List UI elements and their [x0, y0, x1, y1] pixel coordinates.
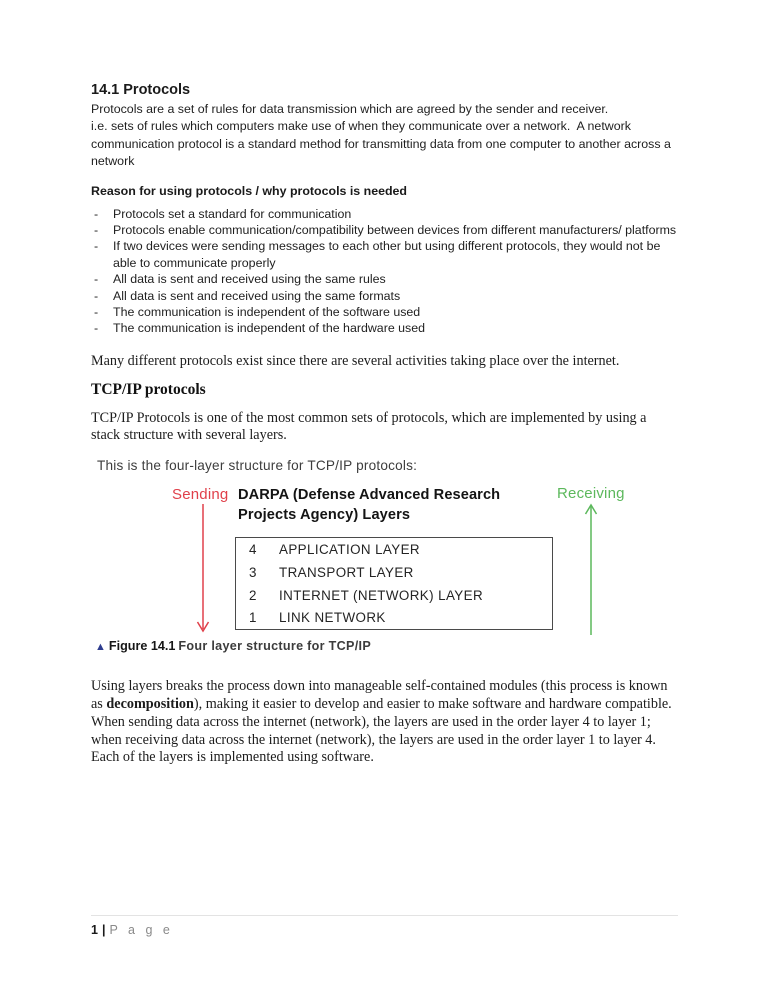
list-item	[91, 304, 678, 320]
list-item	[91, 288, 678, 304]
intro-line-1: Protocols are a set of rules for data transmission which are agreed by the sender and receiver.	[91, 102, 609, 116]
decomposition-term: decomposition	[106, 696, 194, 713]
bullet-marker: -	[94, 272, 99, 287]
layer-number: 3	[249, 564, 257, 580]
caption-text: Four layer structure for TCP/IP	[178, 639, 372, 654]
figure-caption	[95, 639, 678, 653]
intro-paragraph	[91, 101, 678, 171]
bullet-marker: -	[94, 288, 99, 303]
bullet-text: All data is sent and received using the same formats	[113, 288, 401, 303]
layer-name: APPLICATION LAYER	[279, 542, 420, 558]
bullet-text: The communication is independent of the hardware used	[113, 321, 426, 336]
document-content	[91, 82, 678, 767]
darpa-heading: DARPA (Defense Advanced Research Projects Agency) Layers	[238, 487, 501, 523]
layer-name: LINK NETWORK	[279, 610, 386, 626]
sending-label: Sending	[172, 486, 229, 504]
layer-row	[236, 610, 552, 625]
tcpip-heading: TCP/IP protocols	[91, 380, 206, 398]
footer-page-word: P a g e	[109, 923, 174, 937]
list-item	[91, 271, 678, 287]
section-heading: 14.1 Protocols	[91, 82, 191, 98]
tcpip-paragraph: TCP/IP Protocols is one of the most common sets of protocols, which are implemented by using a stack structure with several layers.	[91, 409, 647, 444]
bullet-marker: -	[94, 206, 99, 221]
sending-receiving-paragraph: When sending data across the internet (network), the layers are used in the order layer 4 to layer 1; when receiving data across the internet (network), the layers are used in the order layer 1 to layer 4. Each of the layers is implemented using software.	[91, 713, 656, 766]
bullet-marker: -	[94, 223, 99, 238]
layer-name: INTERNET (NETWORK) LAYER	[279, 587, 484, 603]
bullet-text: If two devices were sending messages to each other but using different protocols, they would not be able to communicate properly	[113, 239, 661, 270]
layer-number: 2	[249, 587, 257, 603]
list-item	[91, 238, 678, 271]
bullet-marker: -	[94, 239, 99, 254]
page-number: 1	[91, 923, 98, 937]
layer-row	[236, 588, 552, 603]
list-item	[91, 222, 678, 238]
intro-continuation: i.e. sets of rules which computers make use of when they communicate over a network. A network communication protocol is a standard method for transmitting data from one computer to another across a network	[91, 119, 675, 169]
layer-name: TRANSPORT LAYER	[279, 564, 414, 580]
caption-label: Figure 14.1	[108, 639, 176, 654]
using-layers-pre: Using layers breaks the process down into manageable self-contained modules (this process is known as	[91, 678, 668, 713]
caption-triangle-icon: ▲	[95, 641, 106, 654]
list-item	[91, 206, 678, 222]
bullet-text: Protocols set a standard for communication	[113, 206, 352, 221]
receiving-up-arrow-icon	[583, 501, 599, 635]
layer-number: 1	[249, 610, 257, 626]
figure-canvas	[91, 485, 678, 635]
bullet-text: All data is sent and received using the same rules	[113, 272, 386, 287]
using-layers-post: ), making it easier to develop and easier to make software and hardware compatible.	[193, 696, 672, 713]
bullet-marker: -	[94, 305, 99, 320]
bullet-text: The communication is independent of the software used	[113, 305, 421, 320]
reasons-heading: Reason for using protocols / why protocols is needed	[91, 183, 408, 198]
layer-table	[235, 537, 553, 630]
layer-row	[236, 542, 552, 557]
page-footer	[91, 915, 678, 937]
layer-row	[236, 565, 552, 580]
receiving-label: Receiving	[557, 485, 625, 503]
footer-separator: |	[101, 923, 106, 937]
sending-down-arrow-icon	[195, 504, 211, 634]
using-layers-paragraph	[91, 678, 678, 714]
bullet-marker: -	[94, 321, 99, 336]
layer-number: 4	[249, 542, 257, 558]
bullet-text: Protocols enable communication/compatibility between devices from different manufacturers/ platforms	[113, 223, 677, 238]
figure-intro: This is the four-layer structure for TCP/IP protocols:	[97, 458, 418, 474]
list-item	[91, 320, 678, 336]
reasons-list	[91, 206, 678, 337]
many-protocols-paragraph: Many different protocols exist since there are several activities taking place over the internet.	[91, 352, 620, 369]
